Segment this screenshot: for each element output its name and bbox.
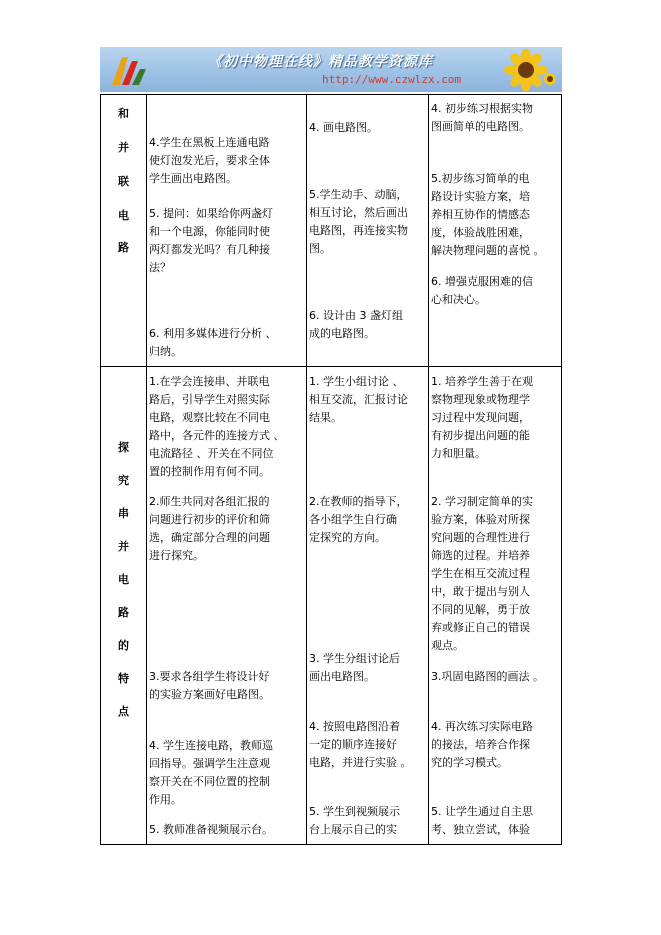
student-activity: 4. 画电路图。 — [309, 121, 378, 134]
student-activity: 3. 学生分组讨论后 画出电路图。 — [309, 652, 400, 683]
banner-title: 《初中物理在线》精品教学资源库 — [208, 54, 433, 70]
design-intent: 5.初步练习简单的电 路设计实验方案，培 养相互协作的情感态 度，体验战胜困难， 解决物理问题的喜悦 。 — [431, 172, 545, 257]
lesson-table — [100, 94, 562, 845]
row-divider — [101, 366, 561, 367]
design-intent: 1. 培养学生善于在观 察物理现象或物理学 习过程中发现问题， 有初步提出问题的能 力和胆量。 — [431, 375, 533, 460]
student-activity: 2.在教师的指导下， 各小组学生自行确 定探究的方向。 — [309, 495, 408, 544]
header-banner — [100, 47, 562, 92]
student-activity: 4. 按照电路图沿着 一定的顺序连接好 电路，并进行实验 。 — [309, 720, 412, 769]
topic-char: 并 — [118, 141, 129, 154]
topic-char: 串 — [118, 507, 129, 520]
topic-char: 电 — [118, 209, 129, 222]
student-activity: 5. 学生到视频展示 台上展示自己的实 — [309, 805, 400, 836]
teacher-activity: 5. 提问：如果给你两盏灯 和一个电源，你能同时使 两灯都发光吗？有几种接 法？ — [149, 207, 273, 274]
logo-icon — [108, 51, 148, 89]
teacher-activity: 6. 利用多媒体进行分析 、 归纳。 — [149, 327, 277, 358]
column-divider — [306, 95, 307, 844]
topic-char: 探 — [118, 441, 129, 454]
student-activity: 5.学生动手、动脑， 相互讨论，然后画出 电路图，再连接实物 图。 — [309, 188, 408, 255]
design-intent: 4. 初步练习根据实物 图画简单的电路图。 — [431, 102, 533, 133]
design-intent: 4. 再次练习实际电路 的接法，培养合作探 究的学习模式。 — [431, 720, 533, 769]
topic-char: 特 — [118, 672, 129, 685]
student-activity: 1. 学生小组讨论 、 相互交流，汇报讨论 结果。 — [309, 375, 408, 424]
teacher-activity: 2.师生共同对各组汇报的 问题进行初步的评价和筛 选，确定部分合理的问题 进行探究。 — [149, 495, 270, 562]
teacher-activity: 1.在学会连接串、并联电 路后，引导学生对照实际 电路，观察比较在不同电 路中，各元件的连接方式 、 电流路径 、开关在不同位 置的控制作用有何不同。 — [149, 375, 285, 478]
sunflower-icon — [488, 49, 558, 91]
topic-char: 路 — [118, 241, 129, 254]
teacher-activity: 4.学生在黑板上连通电路 使灯泡发光后，要求全体 学生画出电路图。 — [149, 136, 270, 185]
column-divider — [146, 95, 147, 844]
column-divider — [428, 95, 429, 844]
design-intent: 5. 让学生通过自主思 考、独立尝试，体验 — [431, 805, 533, 836]
topic-char: 电 — [118, 573, 129, 586]
topic-char: 和 — [118, 107, 129, 120]
topic-char: 的 — [118, 639, 129, 652]
design-intent: 3.巩固电路图的画法 。 — [431, 670, 544, 683]
design-intent: 2. 学习制定简单的实 验方案，体验对所探 究问题的合理性进行 筛选的过程。并培养 学生在相互交流过程 中，敢于提出与别人 不同的见解，勇于放 弃或修正自己的错误 观点。 — [431, 495, 533, 652]
topic-char: 联 — [118, 175, 129, 188]
topic-char: 并 — [118, 540, 129, 553]
topic-char: 路 — [118, 606, 129, 619]
student-activity: 6. 设计由 3 盏灯组 成的电路图。 — [309, 309, 403, 340]
topic-char: 点 — [118, 705, 129, 718]
design-intent: 6. 增强克服困难的信 心和决心。 — [431, 275, 533, 306]
teacher-activity: 4. 学生连接电路，教师巡 回指导。强调学生注意观 察开关在不同位置的控制 作用。 — [149, 739, 273, 806]
teacher-activity: 5. 教师准备视频展示台。 — [149, 823, 273, 836]
banner-url[interactable]: http://www.czwlzx.com — [322, 73, 462, 86]
topic-char: 究 — [118, 474, 129, 487]
teacher-activity: 3.要求各组学生将设计好 的实验方案画好电路图。 — [149, 670, 270, 701]
